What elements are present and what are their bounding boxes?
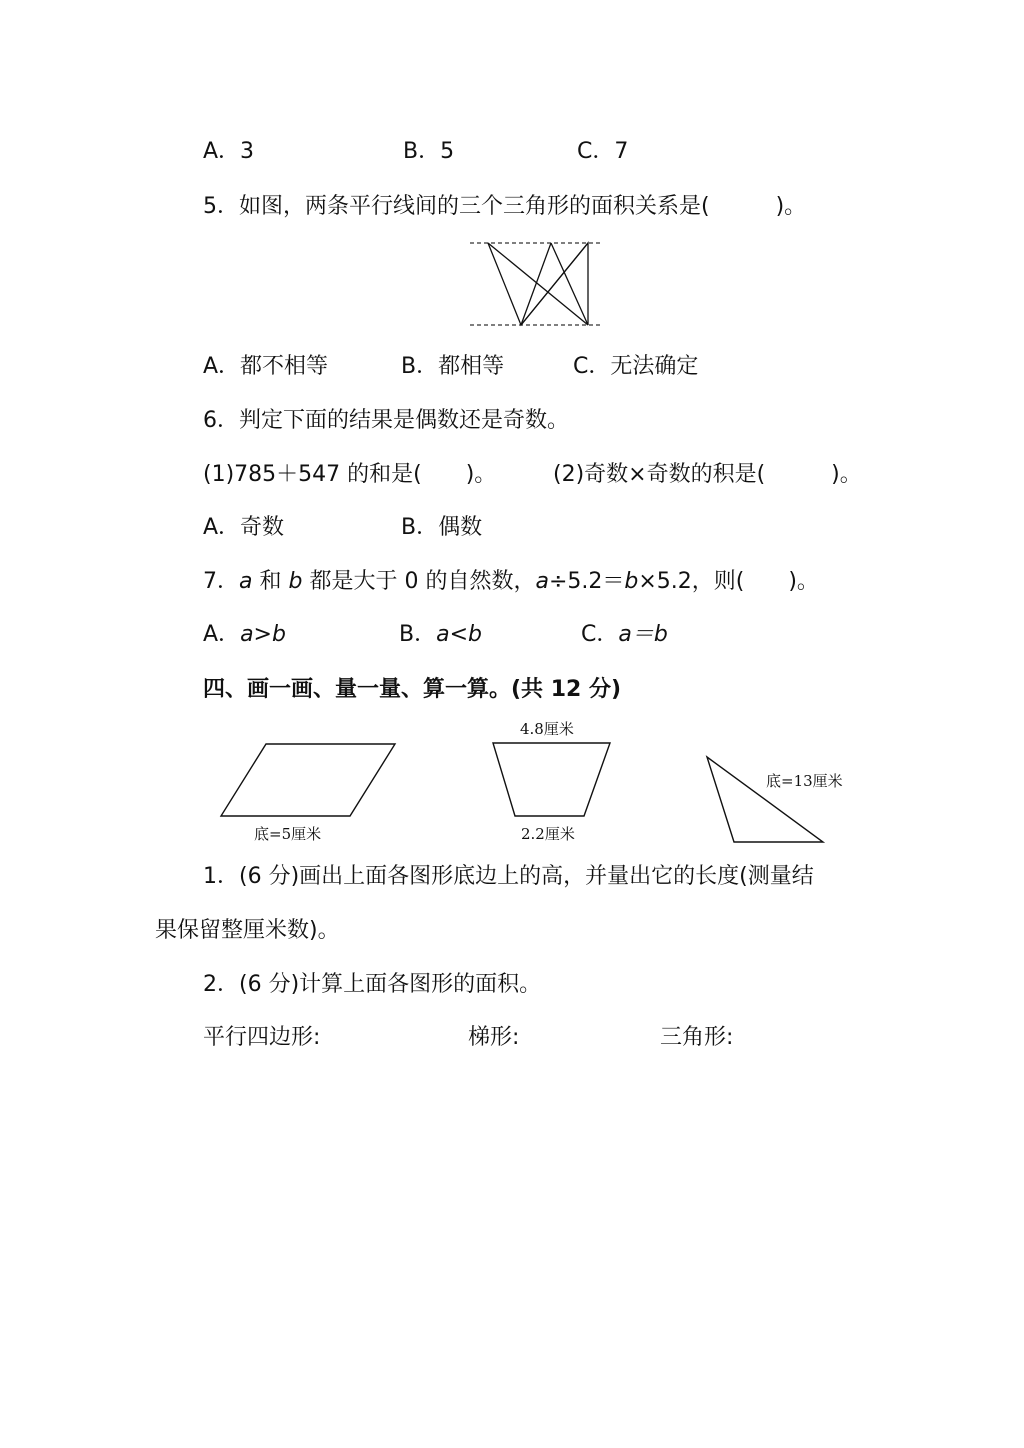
q7-option-b-label: B． [399,622,437,647]
triangle-figure [700,752,830,847]
triangle-side [521,243,551,325]
answer-triangle: 三角形: [660,1025,734,1050]
trapezoid-figure [487,738,617,822]
q6-part1: (1)785＋547 的和是( )。 [203,462,497,487]
q7-option-b [399,621,482,649]
s4-q1-line2: 果保留整厘米数)。 [155,918,340,943]
triangle-3 [521,243,588,325]
q6-question: 6．判定下面的结果是偶数还是奇数。 [203,408,569,433]
trapezoid-top-label: 4.8厘米 [520,720,574,738]
trapezoid-shape [493,743,610,816]
q5-option-b: B．都相等 [401,354,505,379]
q7-option-a [203,621,286,649]
q5-option-a: A．都不相等 [203,354,329,379]
q7-var-a: a [239,569,253,594]
q5-triangles-figure [466,238,606,330]
answer-parallelogram: 平行四边形: [203,1025,321,1050]
triangle-base-label: 底=13厘米 [766,772,843,790]
q7-option-a-label: A． [203,622,241,647]
parallelogram-base-label: 底=5厘米 [254,825,322,843]
q7-var-b: b [288,569,303,594]
q6-option-b: B．偶数 [401,515,483,540]
q7-option-a-expr: a>b [240,622,286,647]
q7-option-c [581,621,668,649]
q7-expr-b: b [624,569,639,594]
q7-question [203,568,819,596]
q6-part2: (2)奇数×奇数的积是( )。 [553,462,862,487]
section4-heading: 四、画一画、量一量、算一算。(共 12 分) [203,677,622,702]
q7-option-c-expr: a＝b [618,622,668,647]
q7-expr-end: ×5.2，则( )。 [638,569,819,594]
q7-text1: 和 [259,569,282,594]
q4-option-b: B．5 [403,139,455,164]
q7-text2: 都是大于 0 的自然数， [309,569,536,594]
q7-expr-a: a [535,569,549,594]
triangle-shape [707,757,823,842]
answer-trapezoid: 梯形: [468,1025,520,1050]
q7-option-b-expr: a<b [436,622,482,647]
q4-option-a: A．3 [203,139,255,164]
s4-q1-line1: 1．(6 分)画出上面各图形底边上的高，并量出它的长度(测量结 [203,864,814,889]
q7-expr-mid: ÷5.2＝ [548,569,625,594]
trapezoid-bottom-label: 2.2厘米 [521,825,575,843]
triangle-2 [488,243,588,325]
parallelogram-shape [221,744,395,816]
q6-option-a: A．奇数 [203,515,285,540]
s4-q2: 2．(6 分)计算上面各图形的面积。 [203,972,542,997]
q7-option-c-label: C． [581,622,619,647]
q5-option-c: C．无法确定 [573,354,699,379]
q5-question: 5．如图，两条平行线间的三个三角形的面积关系是( )。 [203,194,807,219]
parallelogram-figure [215,738,405,822]
q4-option-c: C．7 [577,139,629,164]
q7-number: 7． [203,569,239,594]
